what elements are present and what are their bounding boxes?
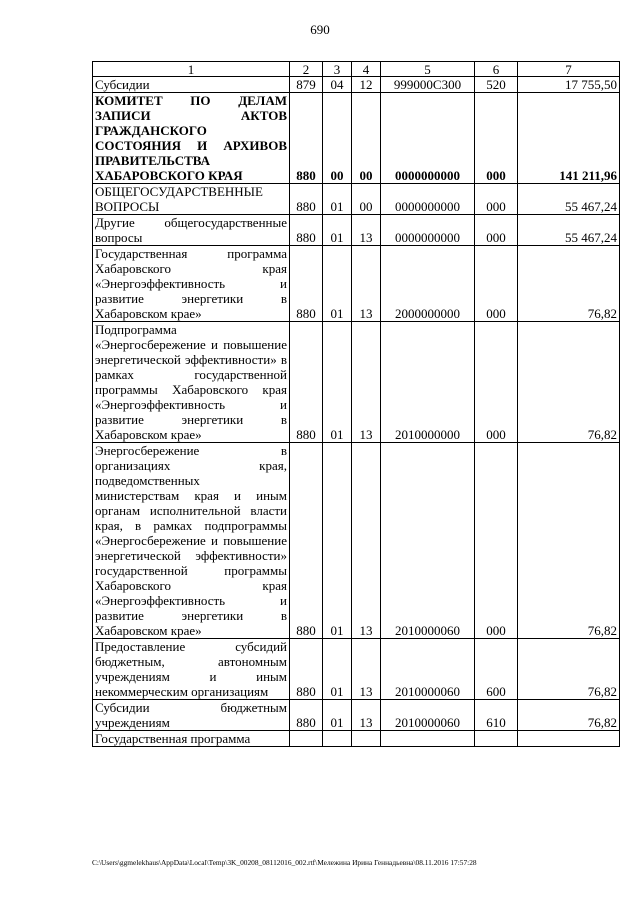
row-section bbox=[323, 731, 352, 747]
row-amount: 76,82 bbox=[518, 322, 620, 443]
row-name: Субсидии bbox=[93, 77, 290, 93]
row-name: КОМИТЕТ ПО ДЕЛАМ ЗАПИСИ АКТОВ ГРАЖДАНСКОГО СОСТОЯНИЯ И АРХИВОВ ПРАВИТЕЛЬСТВА ХАБАРОВСКОГО КРАЯ bbox=[93, 93, 290, 184]
row-chapter: 880 bbox=[290, 443, 323, 639]
row-section: 01 bbox=[323, 322, 352, 443]
table-row bbox=[93, 246, 620, 322]
row-chapter: 879 bbox=[290, 77, 323, 93]
row-section: 01 bbox=[323, 215, 352, 246]
row-expense-type: 610 bbox=[475, 700, 518, 731]
table-row bbox=[93, 731, 620, 747]
row-subsection: 13 bbox=[352, 639, 381, 700]
row-subsection: 13 bbox=[352, 215, 381, 246]
row-target-article: 999000С300 bbox=[381, 77, 475, 93]
row-expense-type: 000 bbox=[475, 246, 518, 322]
row-expense-type: 000 bbox=[475, 184, 518, 215]
row-chapter: 880 bbox=[290, 215, 323, 246]
header-col-2: 2 bbox=[290, 62, 323, 77]
table-row bbox=[93, 215, 620, 246]
row-section: 01 bbox=[323, 246, 352, 322]
row-amount: 55 467,24 bbox=[518, 184, 620, 215]
row-section: 00 bbox=[323, 93, 352, 184]
file-path-footer: C:\Users\ggmelekhaus\AppData\Local\Temp\3K_00208_08112016_002.rtf\Мележина Ирина Геннадьевна\08.11.2016 17:57:28 bbox=[92, 858, 477, 867]
row-subsection: 13 bbox=[352, 322, 381, 443]
row-subsection: 12 bbox=[352, 77, 381, 93]
row-chapter: 880 bbox=[290, 700, 323, 731]
header-col-3: 3 bbox=[323, 62, 352, 77]
row-amount: 76,82 bbox=[518, 700, 620, 731]
row-target-article: 0000000000 bbox=[381, 184, 475, 215]
row-expense-type: 000 bbox=[475, 443, 518, 639]
row-target-article: 0000000000 bbox=[381, 93, 475, 184]
row-target-article: 2010000060 bbox=[381, 700, 475, 731]
row-amount: 76,82 bbox=[518, 246, 620, 322]
row-name: Другие общегосударственные вопросы bbox=[93, 215, 290, 246]
row-expense-type: 000 bbox=[475, 215, 518, 246]
row-section: 04 bbox=[323, 77, 352, 93]
row-subsection: 00 bbox=[352, 184, 381, 215]
row-section: 01 bbox=[323, 639, 352, 700]
row-name: Энергосбережение в организациях края, подведомственных министерствам края и иным органам исполнительной власти края, в рамках подпрограммы «Энергосбережение и повышение энергетической эффективности» государственной программы Хабаровского края «Энергоэффективность и развитие энергетики в Хабаровском крае» bbox=[93, 443, 290, 639]
row-chapter: 880 bbox=[290, 184, 323, 215]
row-section: 01 bbox=[323, 443, 352, 639]
row-name: ОБЩЕГОСУДАРСТВЕННЫЕ ВОПРОСЫ bbox=[93, 184, 290, 215]
row-name: Государственная программа Хабаровского края «Энергоэффективность и развитие энергетики в Хабаровском крае» bbox=[93, 246, 290, 322]
row-chapter: 880 bbox=[290, 93, 323, 184]
row-section: 01 bbox=[323, 184, 352, 215]
row-target-article: 0000000000 bbox=[381, 215, 475, 246]
row-target-article: 2010000000 bbox=[381, 322, 475, 443]
table-row bbox=[93, 322, 620, 443]
row-subsection: 13 bbox=[352, 700, 381, 731]
row-subsection bbox=[352, 731, 381, 747]
budget-table bbox=[92, 61, 620, 747]
row-name: Субсидии бюджетным учреждениям bbox=[93, 700, 290, 731]
header-col-5: 5 bbox=[381, 62, 475, 77]
table-row bbox=[93, 700, 620, 731]
row-subsection: 13 bbox=[352, 443, 381, 639]
row-target-article: 2000000000 bbox=[381, 246, 475, 322]
row-section: 01 bbox=[323, 700, 352, 731]
row-name: Предоставление субсидий бюджетным, автономным учреждениям и иным некоммерческим организациям bbox=[93, 639, 290, 700]
row-expense-type bbox=[475, 731, 518, 747]
row-expense-type: 600 bbox=[475, 639, 518, 700]
row-chapter: 880 bbox=[290, 639, 323, 700]
row-amount: 55 467,24 bbox=[518, 215, 620, 246]
header-col-4: 4 bbox=[352, 62, 381, 77]
row-name: Государственная программа bbox=[93, 731, 290, 747]
row-amount: 141 211,96 bbox=[518, 93, 620, 184]
row-subsection: 13 bbox=[352, 246, 381, 322]
header-col-1: 1 bbox=[93, 62, 290, 77]
row-expense-type: 520 bbox=[475, 77, 518, 93]
page-number: 690 bbox=[310, 22, 330, 37]
row-target-article: 2010000060 bbox=[381, 443, 475, 639]
row-chapter: 880 bbox=[290, 246, 323, 322]
row-target-article: 2010000060 bbox=[381, 639, 475, 700]
row-name: Подпрограмма «Энергосбережение и повышение энергетической эффективности» в рамках государственной программы Хабаровского края «Энергоэффективность и развитие энергетики в Хабаровском крае» bbox=[93, 322, 290, 443]
header-col-7: 7 bbox=[518, 62, 620, 77]
row-amount: 17 755,50 bbox=[518, 77, 620, 93]
row-amount: 76,82 bbox=[518, 443, 620, 639]
row-chapter bbox=[290, 731, 323, 747]
row-amount bbox=[518, 731, 620, 747]
row-expense-type: 000 bbox=[475, 322, 518, 443]
row-expense-type: 000 bbox=[475, 93, 518, 184]
table-row bbox=[93, 184, 620, 215]
table-row bbox=[93, 77, 620, 93]
table-row bbox=[93, 443, 620, 639]
row-target-article bbox=[381, 731, 475, 747]
table-row bbox=[93, 93, 620, 184]
header-col-6: 6 bbox=[475, 62, 518, 77]
row-subsection: 00 bbox=[352, 93, 381, 184]
row-amount: 76,82 bbox=[518, 639, 620, 700]
header-row bbox=[93, 62, 620, 77]
row-chapter: 880 bbox=[290, 322, 323, 443]
table-row bbox=[93, 639, 620, 700]
